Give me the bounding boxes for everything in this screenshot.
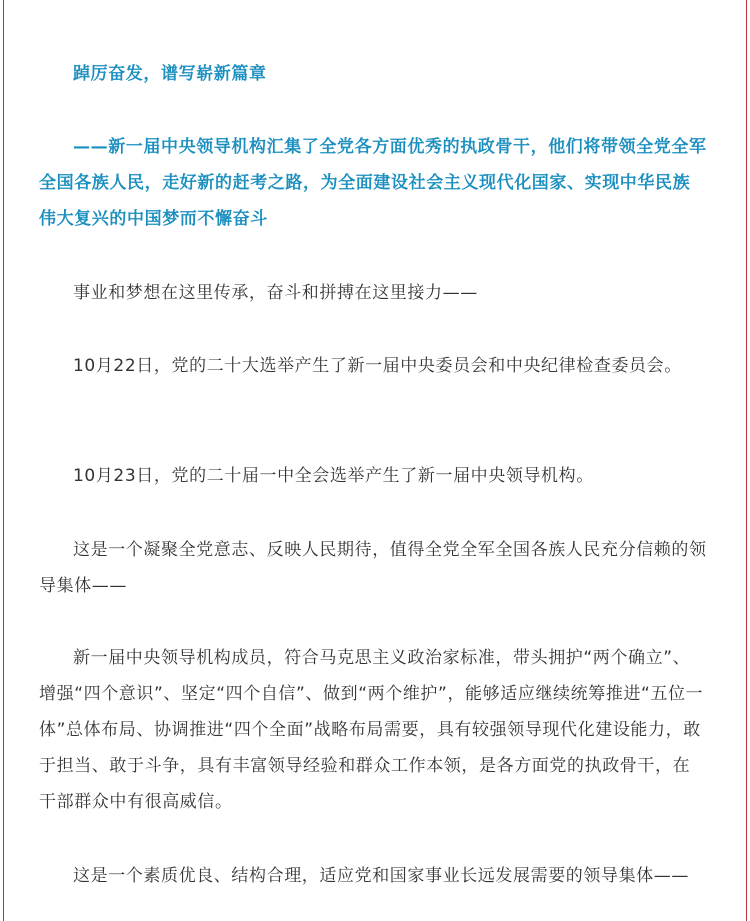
paragraph: 事业和梦想在这里传承，奋斗和拼搏在这里接力—— (73, 283, 478, 303)
paragraph: 10月22日，党的二十大选举产生了新一届中央委员会和中央纪律检查委员会。 (73, 356, 682, 376)
article-title: 踔厉奋发，谱写崭新篇章 (73, 64, 267, 84)
paragraph: 这是一个凝聚全党意志、反映人民期待，值得全党全军全国各族人民充分信赖的领导集体—— (39, 540, 707, 596)
right-frame-border (746, 0, 747, 921)
paragraph: 这是一个素质优良、结构合理，适应党和国家事业长远发展需要的领导集体—— (73, 866, 689, 886)
left-frame-border (3, 0, 4, 921)
article-subtitle: ——新一届中央领导机构汇集了全党各方面优秀的执政骨干，他们将带领全党全军全国各族人民，走好新的赶考之路，为全面建设社会主义现代化国家、实现中华民族伟大复兴的中国梦而不懈奋斗 (39, 137, 707, 229)
paragraph: 10月23日，党的二十届一中全会选举产生了新一届中央领导机构。 (73, 466, 594, 486)
paragraph: 新一届中央领导机构成员，符合马克思主义政治家标准，带头拥护“两个确立”、增强“四个意识”、坚定“四个自信”、做到“两个维护”，能够适应继续统筹推进“五位一体”总体布局、协调推进“四个全面”战略布局需要，具有较强领导现代化建设能力，敢于担当、敢于斗争，具有丰富领导经验和群众工作本领，是各方面党的执政骨干，在干部群众中有很高威信。 (39, 648, 704, 812)
